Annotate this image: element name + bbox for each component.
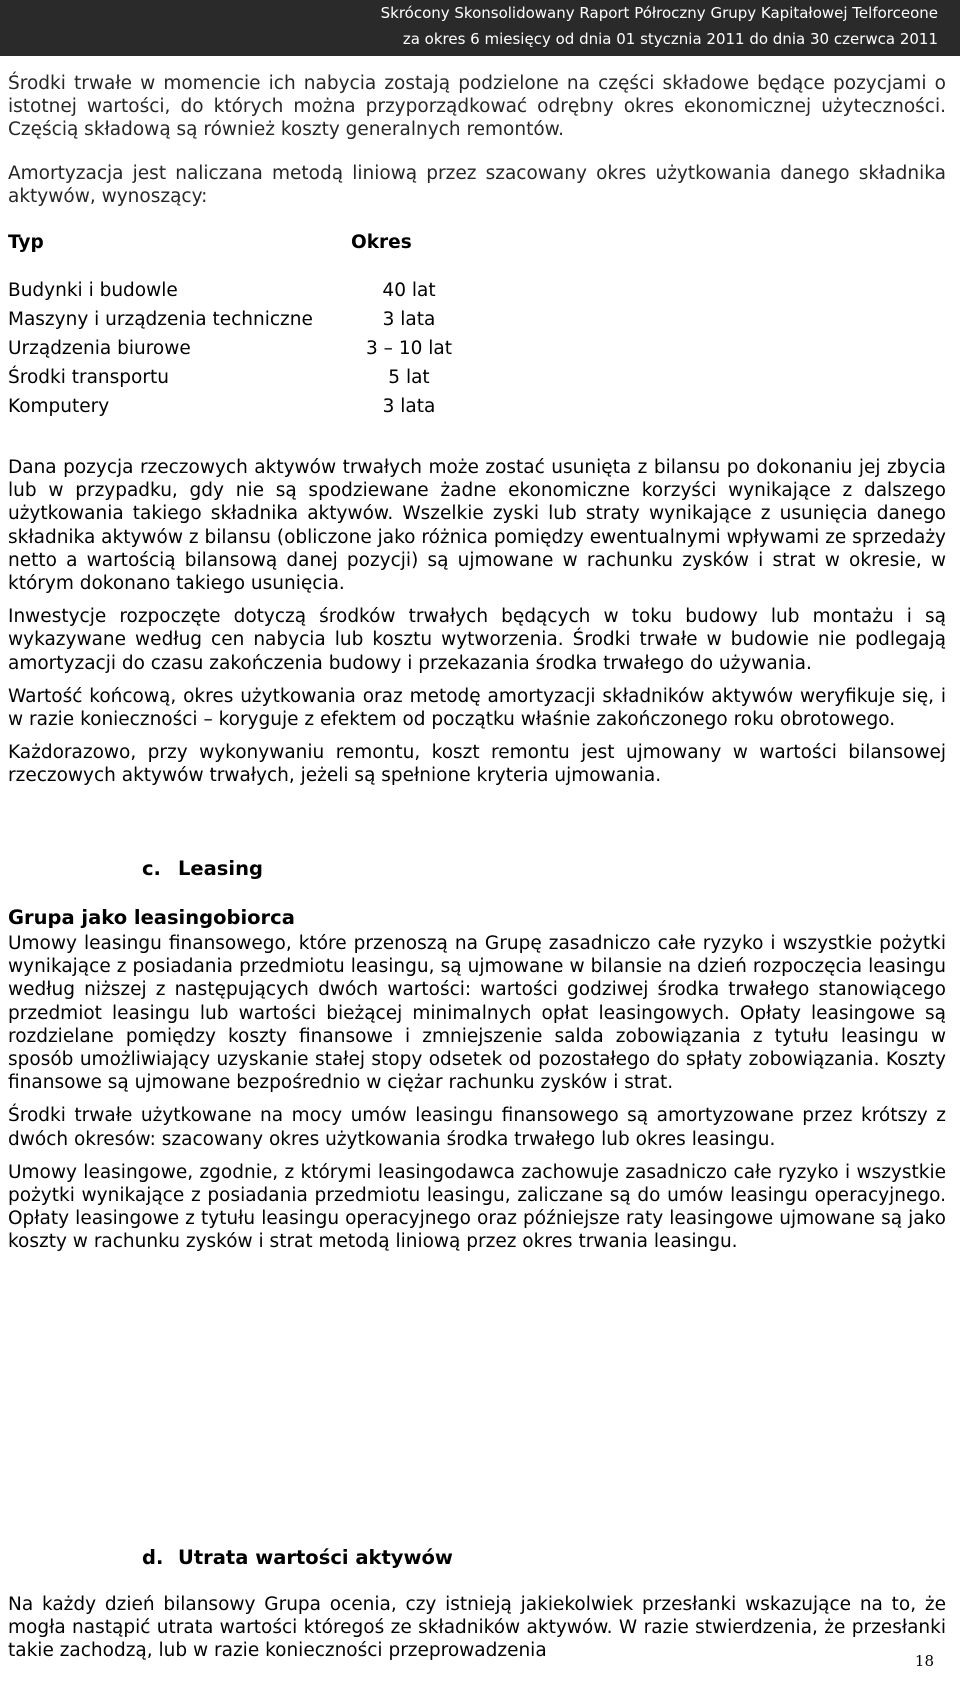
subheading-lessee: Grupa jako leasingobiorca [8, 906, 295, 929]
column-header-type: Typ [8, 232, 44, 253]
asset-type: Środki transportu [8, 367, 169, 388]
depreciation-period: 3 lata [382, 396, 436, 417]
impairment-paragraph: Na każdy dzień bilansowy Grupa ocenia, czy istnieją jakiekolwiek przesłanki wskazujące na to, że mogła nastąpić utrata wartości któregoś ze składników aktywów. W razie stwierdzenia, że przesłanki takie zachodzą, lub w razie konieczności przeprowadzenia [8, 1594, 946, 1662]
impairment-section [8, 1593, 946, 1673]
section-letter: d. [142, 1546, 164, 1569]
intro-paragraph-2: Amortyzacja jest naliczana metodą liniową przez szacowany okres użytkowania danego składnika aktywów, wynoszący: [8, 163, 946, 208]
depreciation-period: 3 lata [382, 309, 436, 330]
intro-paragraph-1: Środki trwałe w momencie ich nabycia zostają podzielone na części składowe będące pozycjami o istotnej wartości, do których można przyporządkować odrębny okres ekonomicznej użyteczności. Częścią składową są również koszty generalnych remontów. [8, 73, 946, 141]
asset-type: Maszyny i urządzenia techniczne [8, 309, 313, 330]
fixed-assets-section [8, 456, 946, 798]
table-row [8, 367, 508, 396]
table-row [8, 280, 508, 309]
repairs-paragraph: Każdorazowo, przy wykonywaniu remontu, koszt remontu jest ujmowany w wartości bilansowej rzeczowych aktywów trwałych, jeżeli są spełnione kryteria ujmowania. [8, 742, 946, 787]
operating-lease-paragraph: Umowy leasingowe, zgodnie, z którymi leasingodawca zachowuje zasadniczo całe ryzyko i wszystkie pożytki wynikające z posiadania przedmiotu leasingu, zaliczane są do umów leasingu operacyjnego. Opłaty leasingowe z tytułu leasingu operacyjnego oraz późniejsze raty leasingowe ujmowane są jako koszty w rachunku zysków i strat metodą liniową przez okres trwania leasingu. [8, 1161, 946, 1253]
report-period: za okres 6 miesięcy od dnia 01 stycznia 2011 do dnia 30 czerwca 2011 [402, 30, 938, 48]
section-title: Leasing [178, 857, 263, 880]
asset-type: Budynki i budowle [8, 280, 178, 301]
asset-type: Komputery [8, 396, 110, 417]
construction-paragraph: Inwestycje rozpoczęte dotyczą środków trwałych będących w toku budowy lub montażu i są wykazywane według cen nabycia lub kosztu wytworzenia. Środki trwałe w budowie nie podlegają amortyzacji do czasu zakończenia budowy i przekazania środka trwałego do używania. [8, 606, 946, 674]
section-heading-leasing [142, 857, 263, 880]
depreciation-period: 3 – 10 lat [366, 338, 452, 359]
column-header-period: Okres [351, 232, 412, 253]
section-letter: c. [142, 857, 161, 880]
page-number: 18 [914, 1652, 934, 1670]
residual-value-paragraph: Wartość końcową, okres użytkowania oraz metodę amortyzacji składników aktywów weryfikuje się, i w razie konieczności – koryguje z efektem od początku właśnie zakończonego roku obrotowego. [8, 685, 946, 731]
report-title: Skrócony Skonsolidowany Raport Półroczny Grupy Kapitałowej Telforceone [380, 4, 938, 22]
asset-type: Urządzenia biurowe [8, 338, 191, 359]
table-row [8, 309, 508, 338]
depreciation-period: 40 lat [382, 280, 436, 301]
depreciation-period: 5 lat [388, 367, 430, 388]
derecognition-paragraph: Dana pozycja rzeczowych aktywów trwałych może zostać usunięta z bilansu po dokonaniu jej zbycia lub w przypadku, gdy nie są spodziewane żadne ekonomiczne korzyści wynikające z dalszego użytkowania takiego składnika aktywów. Wszelkie zyski lub straty wynikające z usunięcia danego składnika aktywów z bilansu (obliczone jako różnica pomiędzy ewentualnymi wpływami ze sprzedaży netto a wartością bilansową danej pozycji) są ujmowane w rachunku zysków i strat w okresie, w którym dokonano takiego usunięcia. [8, 457, 946, 595]
intro-section [8, 72, 946, 152]
amortization-section [8, 162, 946, 218]
section-heading-impairment [142, 1546, 453, 1569]
finance-lease-paragraph: Umowy leasingu finansowego, które przenoszą na Grupę zasadniczo całe ryzyko i wszystkie pożytki wynikające z posiadania przedmiotu leasingu, są ujmowane w bilansie na dzień rozpoczęcia leasingu według niższej z następujących dwóch wartości: wartości godziwej środka trwałego stanowiącego przedmiot leasingu lub wartości bieżącej minimalnych opłat leasingowych. Opłaty leasingowe są rozdzielane pomiędzy koszty finansowe i zmniejszenie salda zobowiązania z tytułu leasingu w sposób umożliwiający uzyskanie stałej stopy odsetek od pozostałego do spłaty zobowiązania. Koszty finansowe są ujmowane bezpośrednio w ciężar rachunku zysków i strat. [8, 933, 946, 1094]
table-row [8, 396, 508, 425]
page-header [0, 0, 960, 56]
leasing-section [8, 932, 946, 1264]
table-row [8, 338, 508, 367]
lease-depreciation-paragraph: Środki trwałe użytkowane na mocy umów leasingu finansowego są amortyzowane przez krótszy z dwóch okresów: szacowany okres użytkowania środka trwałego lub okres leasingu. [8, 1105, 946, 1150]
section-title: Utrata wartości aktywów [178, 1546, 453, 1569]
